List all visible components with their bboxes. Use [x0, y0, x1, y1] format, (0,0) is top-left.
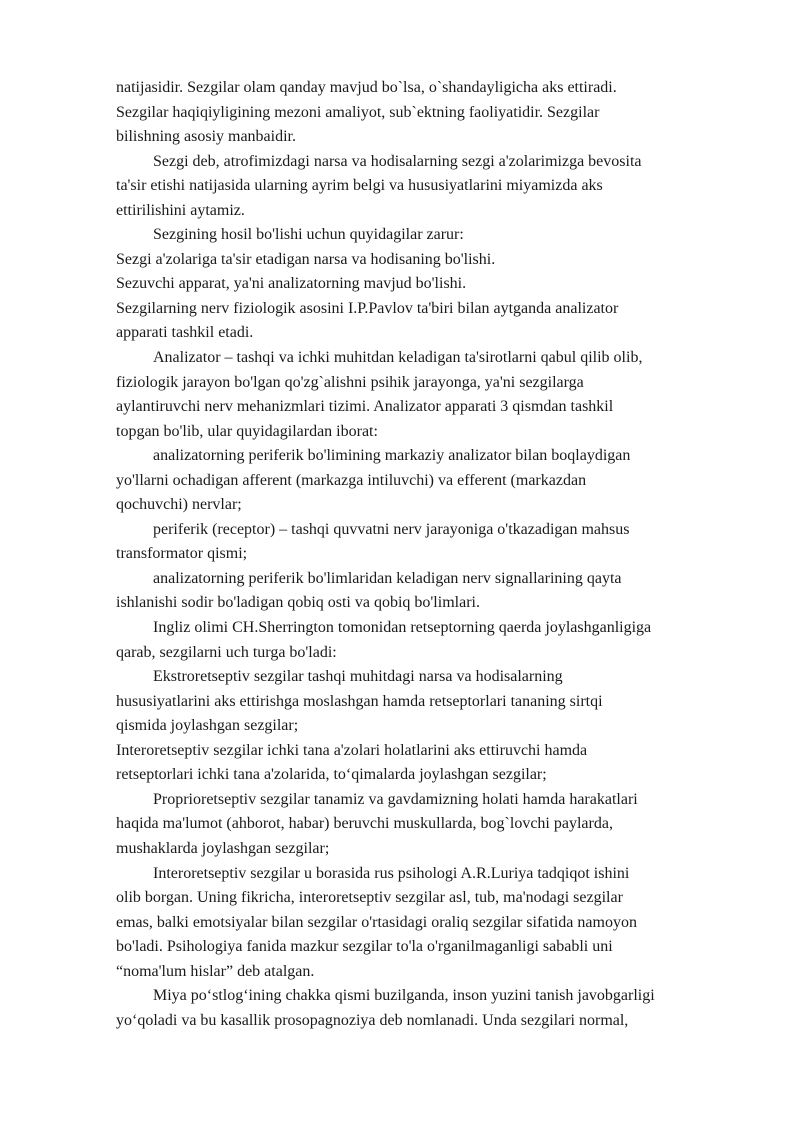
- text-line: qismida joylashgan sezgilar;: [116, 717, 299, 735]
- text-line: qochuvchi) nervlar;: [116, 496, 242, 514]
- text-line: Sezuvchi apparat, ya'ni analizatorning mavjud bo'lishi.: [116, 275, 467, 293]
- text-line: transformator qismi;: [116, 545, 248, 563]
- text-line: bo'ladi. Psihologiya fanida mazkur sezgilar to'la o'rganilmaganligi sababli uni: [116, 938, 613, 956]
- text-line: Proprioretseptiv sezgilar tanamiz va gavdamizning holati hamda harakatlari: [153, 790, 638, 808]
- text-line: analizatorning periferik bo'limlaridan keladigan nerv signallarining qayta: [153, 569, 622, 587]
- text-line: Sezgi a'zolariga ta'sir etadigan narsa va hodisaning bo'lishi.: [116, 250, 496, 268]
- text-line: “noma'lum hislar” deb atalgan.: [116, 962, 315, 980]
- text-line: ta'sir etishi natijasida ularning ayrim belgi va hususiyatlarini miyamizda aks: [116, 177, 603, 195]
- text-line: Interoretseptiv sezgilar ichki tana a'zolari holatlarini aks ettiruvchi hamda: [116, 741, 588, 759]
- text-line: Sezgining hosil bo'lishi uchun quyidagilar zarur:: [153, 226, 464, 244]
- text-line: retseptorlari ichki tana a'zolarida, to‘qimalarda joylashgan sezgilar;: [116, 766, 547, 784]
- text-line: ishlanishi sodir bo'ladigan qobiq osti va qobiq bo'limlari.: [116, 594, 480, 612]
- text-line: mushaklarda joylashgan sezgilar;: [116, 839, 330, 857]
- text-line: Analizator – tashqi va ichki muhitdan keladigan ta'sirotlarni qabul qilib olib,: [153, 349, 643, 367]
- text-line: Ingliz olimi CH.Sherrington tomonidan retseptorning qaerda joylashganligiga: [153, 619, 652, 637]
- text-line: Sezgilar haqiqiyligining mezoni amaliyot, sub`ektning faoliyatidir. Sezgilar: [116, 103, 600, 121]
- text-line: yo‘qoladi va bu kasallik prosopagnoziya deb nomlanadi. Unda sezgilari normal,: [116, 1011, 629, 1029]
- text-line: hususiyatlarini aks ettirishga moslashgan hamda retseptorlari tananing sirtqi: [116, 692, 603, 710]
- text-line: Sezgilarning nerv fiziologik asosini I.P.Pavlov ta'biri bilan aytganda analizator: [116, 299, 619, 317]
- text-line: Sezgi deb, atrofimizdagi narsa va hodisalarning sezgi a'zolarimizga bevosita: [153, 152, 642, 170]
- text-line: Ekstroretseptiv sezgilar tashqi muhitdagi narsa va hodisalarning: [153, 668, 563, 686]
- text-line: Miya po‘stlog‘ining chakka qismi buzilganda, inson yuzini tanish javobgarligi: [153, 987, 655, 1005]
- text-line: topgan bo'lib, ular quyidagilardan iborat:: [116, 422, 378, 440]
- text-line: haqida ma'lumot (ahborot, habar) beruvchi muskullarda, bog`lovchi paylarda,: [116, 815, 613, 833]
- text-line: ettirilishini aytamiz.: [116, 201, 245, 219]
- text-line: natijasidir. Sezgilar olam qanday mavjud bo`lsa, o`shandayligicha aks ettiradi.: [116, 79, 617, 96]
- text-line: olib borgan. Uning fikricha, interoretseptiv sezgilar asl, tub, ma'nodagi sezgilar: [116, 889, 623, 907]
- text-line: aylantiruvchi nerv mehanizmlari tizimi. Analizator apparati 3 qismdan tashkil: [116, 398, 614, 416]
- text-line: bilishning asosiy manbaidir.: [116, 128, 296, 146]
- document-body-text: [116, 76, 746, 1033]
- text-line: Interoretseptiv sezgilar u borasida rus psihologi A.R.Luriya tadqiqot ishini: [153, 864, 630, 882]
- text-line: emas, balki emotsiyalar bilan sezgilar o'rtasidagi oraliq sezgilar sifatida namoyon: [116, 913, 637, 931]
- text-line: yo'llarni ochadigan afferent (markazga intiluvchi) va efferent (markazdan: [116, 471, 587, 489]
- text-line: fiziologik jarayon bo'lgan qo'zg`alishni psihik jarayonga, ya'ni sezgilarga: [116, 373, 584, 391]
- text-line: periferik (receptor) – tashqi quvvatni nerv jarayoniga o'tkazadigan mahsus: [153, 520, 630, 538]
- text-line: qarab, sezgilarni uch turga bo'ladi:: [116, 643, 337, 661]
- text-line: analizatorning periferik bo'limining markaziy analizator bilan boqlaydigan: [153, 447, 631, 465]
- text-line: apparati tashkil etadi.: [116, 324, 254, 342]
